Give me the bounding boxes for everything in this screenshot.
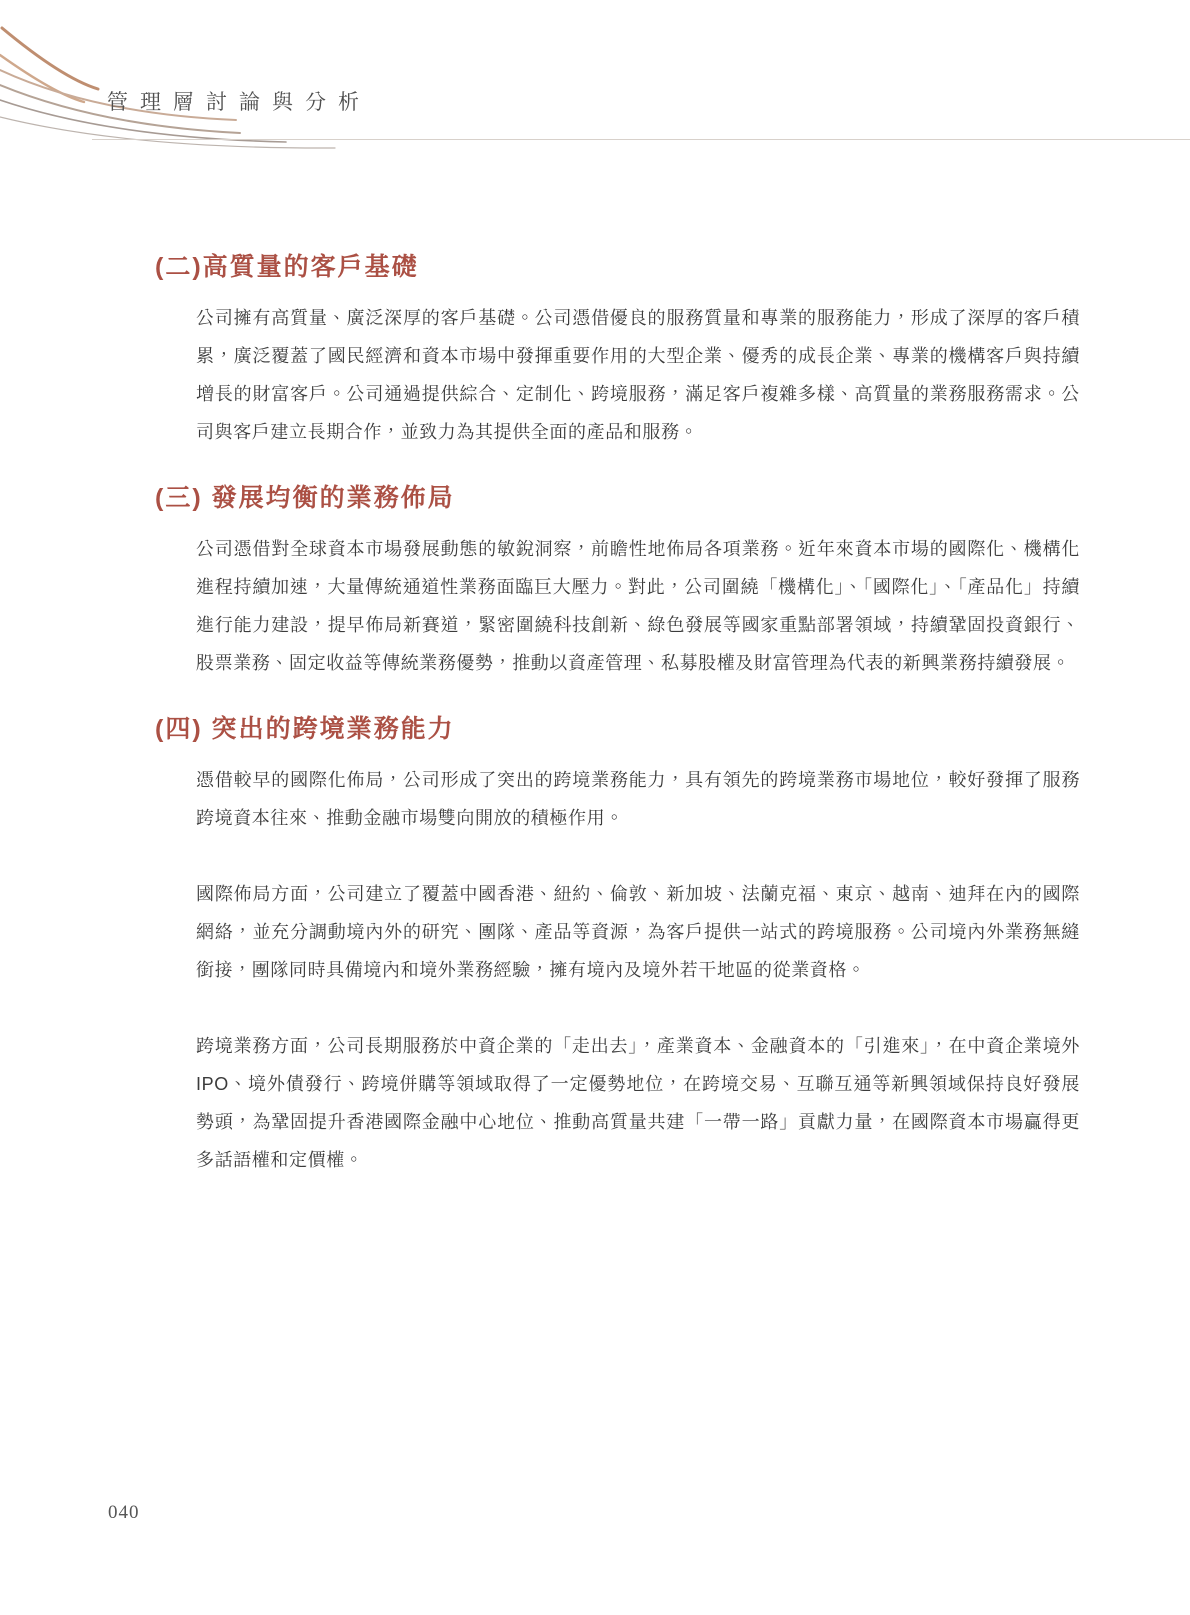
section-customer-base [155, 250, 1080, 451]
corner-arcs-decoration [0, 0, 340, 155]
section-heading: (二)高質量的客戶基礎 [155, 253, 419, 281]
header-divider-line [92, 139, 1190, 140]
paragraph: 公司擁有高質量、廣泛深厚的客戶基礎。公司憑借優良的服務質量和專業的服務能力，形成了深厚的客戶積累，廣泛覆蓋了國民經濟和資本市場中發揮重要作用的大型企業、優秀的成長企業、專業的機構客戶與持續增長的財富客戶。公司通過提供綜合、定制化、跨境服務，滿足客戶複雜多樣、高質量的業務服務需求。公司與客戶建立長期合作，並致力為其提供全面的產品和服務。 [196, 308, 1080, 442]
section-body [155, 761, 1080, 1179]
section-body [155, 530, 1080, 682]
paragraph: 國際佈局方面，公司建立了覆蓋中國香港、紐約、倫敦、新加坡、法蘭克福、東京、越南、迪拜在內的國際網絡，並充分調動境內外的研究、團隊、產品等資源，為客戶提供一站式的跨境服務。公司境內外業務無縫銜接，團隊同時具備境內和境外業務經驗，擁有境內及境外若干地區的從業資格。 [196, 884, 1080, 980]
section-heading: (三) 發展均衡的業務佈局 [155, 484, 455, 512]
page-header-title: 管理層討論與分析 [107, 90, 371, 114]
paragraph: 公司憑借對全球資本市場發展動態的敏銳洞察，前瞻性地佈局各項業務。近年來資本市場的國際化、機構化進程持續加速，大量傳統通道性業務面臨巨大壓力。對此，公司圍繞「機構化」、「國際化」、「產品化」持續進行能力建設，提早佈局新賽道，緊密圍繞科技創新、綠色發展等國家重點部署領域，持續鞏固投資銀行、股票業務、固定收益等傳統業務優勢，推動以資產管理、私募股權及財富管理為代表的新興業務持續發展。 [196, 539, 1080, 673]
paragraph: 跨境業務方面，公司長期服務於中資企業的「走出去」，產業資本、金融資本的「引進來」，在中資企業境外IPO、境外債發行、跨境併購等領域取得了一定優勢地位，在跨境交易、互聯互通等新興領域保持良好發展勢頭，為鞏固提升香港國際金融中心地位、推動高質量共建「一帶一路」貢獻力量，在國際資本市場贏得更多話語權和定價權。 [196, 1036, 1080, 1170]
page-number: 040 [108, 1502, 140, 1523]
document-content [155, 250, 1080, 1187]
paragraph: 憑借較早的國際化佈局，公司形成了突出的跨境業務能力，具有領先的跨境業務市場地位，較好發揮了服務跨境資本往來、推動金融市場雙向開放的積極作用。 [196, 770, 1080, 828]
section-balanced-business-layout [155, 481, 1080, 682]
section-body [155, 299, 1080, 451]
section-cross-border-capability [155, 712, 1080, 1179]
section-heading: (四) 突出的跨境業務能力 [155, 715, 455, 743]
